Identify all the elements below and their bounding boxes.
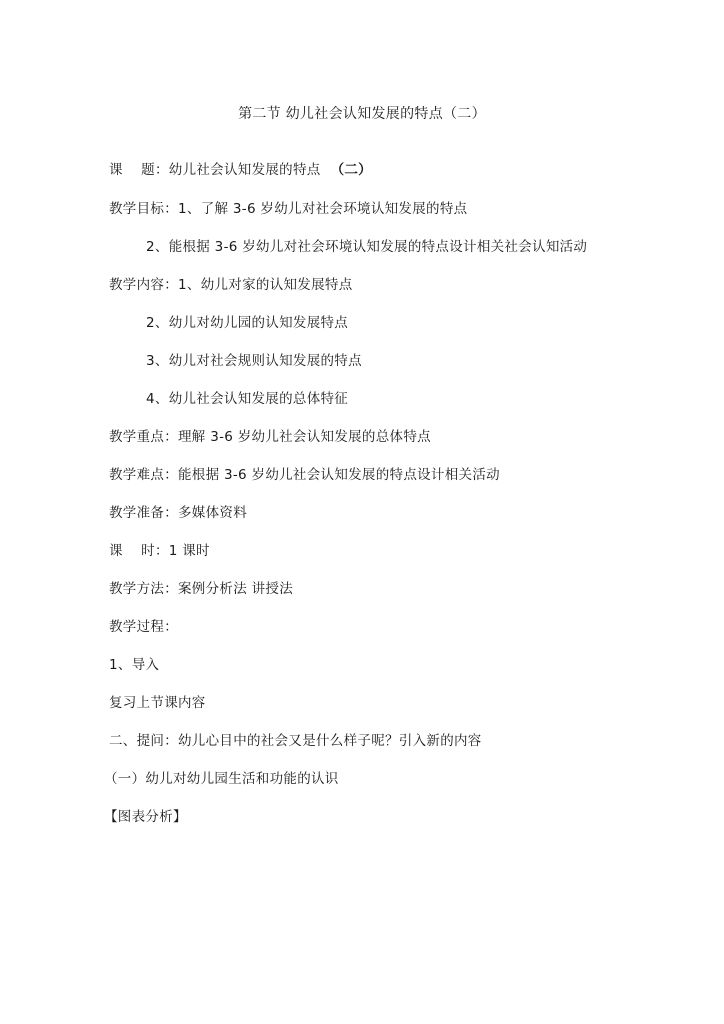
goals-line [109,199,467,219]
content-item-4: 4、幼儿社会认知发展的总体特征 [146,391,349,407]
goals-label: 教学目标： [109,201,178,217]
goals-item-1: 1、了解 3-6 岁幼儿对社会环境认知发展的特点 [178,201,468,217]
key-point-label: 教学重点： [109,429,178,445]
review-text: 复习上节课内容 [109,695,206,711]
preparation-value: 多媒体资料 [178,505,247,521]
process-label: 教学过程： [109,619,178,635]
goals-item-2: 2、能根据 3-6 岁幼儿对社会环境认知发展的特点设计相关社会认知活动 [146,239,588,255]
duration-label: 课 时： [109,543,169,559]
content-item-2-line [146,313,348,333]
method-line [109,579,293,599]
chart-analysis-text: 【图表分析】 [104,809,187,825]
subject-label: 课 题： [109,162,169,178]
content-label: 教学内容： [109,277,178,293]
process-line [109,617,178,637]
key-point-line [109,427,431,447]
step1-text: 1、导入 [109,657,160,673]
preparation-line [109,503,247,523]
difficulty-label: 教学难点： [109,467,178,483]
subject-value: 幼儿社会认知发展的特点 [168,162,321,178]
subsection1-line [104,769,339,789]
goals-item-2-line [146,237,587,257]
subsection1-text: （一）幼儿对幼儿园生活和功能的认识 [104,771,339,787]
page-title: 第二节 幼儿社会认知发展的特点（二） [238,106,486,122]
content-item-4-line [146,389,348,409]
content-item-1: 1、幼儿对家的认知发展特点 [178,277,353,293]
key-point-value: 理解 3-6 岁幼儿社会认知发展的总体特点 [178,429,431,445]
method-label: 教学方法： [109,581,178,597]
duration-line [109,541,210,561]
content-item-3: 3、幼儿对社会规则认知发展的特点 [146,353,362,369]
step1-line [109,655,159,675]
subject-bold-suffix: （二） [330,162,372,178]
method-value: 案例分析法 讲授法 [178,581,293,597]
step2-text: 二、提问：幼儿心目中的社会又是什么样子呢？引入新的内容 [109,733,482,749]
difficulty-line [109,465,500,485]
chart-analysis-line [104,807,187,827]
preparation-label: 教学准备： [109,505,178,521]
content-item-3-line [146,351,362,371]
review-line [109,693,206,713]
content-item-2: 2、幼儿对幼儿园的认知发展特点 [146,315,349,331]
step2-line [109,731,482,751]
content-line [109,275,353,295]
difficulty-value: 能根据 3-6 岁幼儿社会认知发展的特点设计相关活动 [178,467,500,483]
subject-line [109,160,372,180]
duration-value: 1 课时 [168,543,210,559]
